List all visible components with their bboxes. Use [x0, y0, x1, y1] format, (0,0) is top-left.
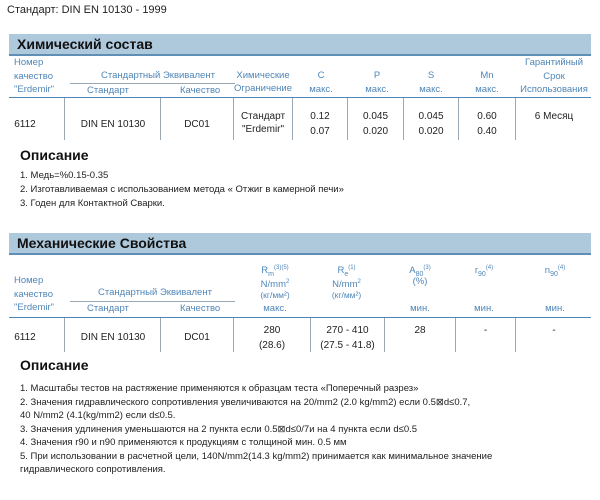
chem-hdr-guar-2: Срок	[543, 71, 565, 82]
chem-row-limit-2: "Erdemir"	[241, 124, 285, 135]
chem-hdr-kachestvo: качество	[14, 71, 53, 82]
chem-row-guarantee: 6 Месяц	[534, 111, 574, 122]
desc2-item-2-cont: 40 N/mm2 (4.1(kg/mm2) если d≤0.5.	[20, 410, 176, 421]
mech-row-re: 270 - 410	[326, 325, 369, 336]
mech-hdr-r90: $r_{90}^{(4)}$	[474, 265, 494, 279]
chem-row-p-min: 0.020	[362, 126, 389, 137]
desc1-item-2: 2. Изготавливаемая с использованием метода « Отжиг в камерной печи»	[20, 184, 344, 195]
mech-hdr-quality: Качество	[180, 303, 221, 314]
mech-row-a80: 28	[414, 325, 426, 336]
chem-row-standard: DIN EN 10130	[80, 119, 146, 130]
chem-section-title: Химический состав	[17, 36, 153, 52]
chem-row-mn-max: 0.60	[477, 111, 497, 122]
chem-row-quality: DC01	[184, 119, 210, 130]
chem-header-rule	[9, 97, 591, 98]
chem-hdr-s: S	[427, 70, 435, 81]
chem-row-c-min: 0.07	[310, 126, 330, 137]
chem-hdr-erdemir: "Erdemir"	[14, 84, 54, 95]
chem-hdr-limit-1: Химические	[236, 70, 290, 81]
desc2-title: Описание	[20, 357, 89, 373]
standard-line: Стандарт: DIN EN 10130 - 1999	[7, 4, 167, 16]
chem-hdr-mn: Mn	[480, 70, 494, 81]
chem-hdr-c: C	[317, 70, 325, 81]
desc1-item-1: 1. Медь=%0.15-0.35	[20, 170, 109, 181]
mech-hdr-rm-kg: (кг/мм²)	[260, 290, 290, 300]
mech-header-rule	[9, 317, 591, 318]
chem-hdr-guar-1: Гарантийный	[524, 57, 584, 68]
chem-hdr-guar-3: Использования	[520, 84, 588, 95]
mech-hdr-re: $R_e^{(1)}$	[337, 265, 356, 279]
chem-section-header	[9, 34, 591, 56]
mech-hdr-rm: $R_m^{(3)(5)}$	[261, 265, 289, 279]
desc1-title: Описание	[20, 147, 89, 163]
desc2-item-2: 2. Значения гидравлического сопротивления увеличиваются на 20/mm2 (2.0 kg/mm2) если 0.5⊠d≤0.7,	[20, 397, 471, 408]
chem-row-mn-min: 0.40	[477, 126, 497, 137]
mech-row-rm-kg: (28.6)	[258, 340, 286, 351]
mech-hdr-re-unit: $N/mm^2$	[332, 279, 361, 291]
chem-row-p-max: 0.045	[362, 111, 389, 122]
desc2-item-4: 4. Значения r90 и n90 применяются к продукциям с толщиной мин. 0.5 мм	[20, 437, 347, 448]
chem-hdr-limit-2: Ограничение	[233, 83, 293, 94]
mech-hdr-subline	[70, 301, 235, 302]
desc2-item-5: 5. При использовании в расчетной цели, 140N/mm2(14.3 kg/mm2) принимается как минимальное значение	[20, 451, 493, 462]
mech-hdr-erdemir: "Erdemir"	[14, 302, 54, 313]
chem-row-grade: 6112	[14, 119, 36, 130]
desc2-item-5-cont: гидравлического сопротивления.	[20, 464, 166, 475]
mech-hdr-r90-min: мин.	[474, 303, 494, 314]
mech-hdr-standart: Стандарт	[87, 303, 129, 314]
chem-hdr-standart: Стандарт	[87, 85, 129, 96]
mech-row-r90: -	[483, 325, 488, 336]
mech-row-grade: 6112	[14, 332, 36, 343]
chem-row-s-min: 0.020	[418, 126, 444, 137]
mech-hdr-re-kg: (кг/мм²)	[331, 290, 362, 300]
chem-hdr-c-maks: макс.	[309, 84, 333, 95]
mech-hdr-n90-min: мин.	[545, 303, 565, 314]
chem-hdr-p: P	[373, 70, 381, 81]
mech-hdr-a80-pct: (%)	[412, 276, 428, 287]
chem-hdr-s-maks: макс.	[419, 84, 443, 95]
mech-row-standard: DIN EN 10130	[80, 332, 146, 343]
mech-row-re-kg: (27.5 - 41.8)	[320, 340, 375, 351]
mech-hdr-nomer: Номер	[14, 275, 44, 286]
mech-row-rm: 280	[263, 325, 281, 336]
mech-hdr-kachestvo: качество	[14, 289, 53, 300]
chem-hdr-quality: Качество	[180, 85, 221, 96]
mech-hdr-n90: $n_{90}^{(4)}$	[544, 265, 566, 279]
desc2-item-3: 3. Значения удлинения уменьшаются на 2 пункта если 0.5⊠d≤0/7и на 4 пункта если d≤0.5	[20, 424, 418, 435]
mech-section-header	[9, 233, 591, 255]
chem-hdr-nomer: Номер	[14, 57, 44, 68]
mech-section-title: Механические Свойства	[17, 235, 187, 251]
chem-row-s-max: 0.045	[418, 111, 444, 122]
chem-row-c-max: 0.12	[310, 111, 330, 122]
chem-hdr-mn-maks: макс.	[475, 84, 499, 95]
chem-hdr-p-maks: макс.	[365, 84, 389, 95]
mech-hdr-a80-min: мин.	[410, 303, 430, 314]
mech-hdr-rm-unit: $N/mm^2$	[260, 279, 290, 291]
mech-hdr-std-equiv: Стандартный Эквивалент	[98, 287, 212, 298]
mech-row-quality: DC01	[184, 332, 210, 343]
chem-hdr-std-equiv: Стандартный Эквивалент	[101, 70, 215, 81]
chem-hdr-subline	[70, 83, 235, 84]
mech-row-n90: -	[552, 325, 556, 336]
mech-hdr-rm-maks: макс.	[263, 303, 287, 314]
chem-row-limit-1: Стандарт	[240, 111, 286, 122]
desc2-item-1: 1. Масштабы тестов на растяжение применяются к образцам теста «Поперечный разрез»	[20, 383, 419, 394]
mech-hdr-a80: $A_{80}^{(3)}$	[409, 265, 431, 279]
desc1-item-3: 3. Годен для Контактной Сварки.	[20, 198, 165, 209]
